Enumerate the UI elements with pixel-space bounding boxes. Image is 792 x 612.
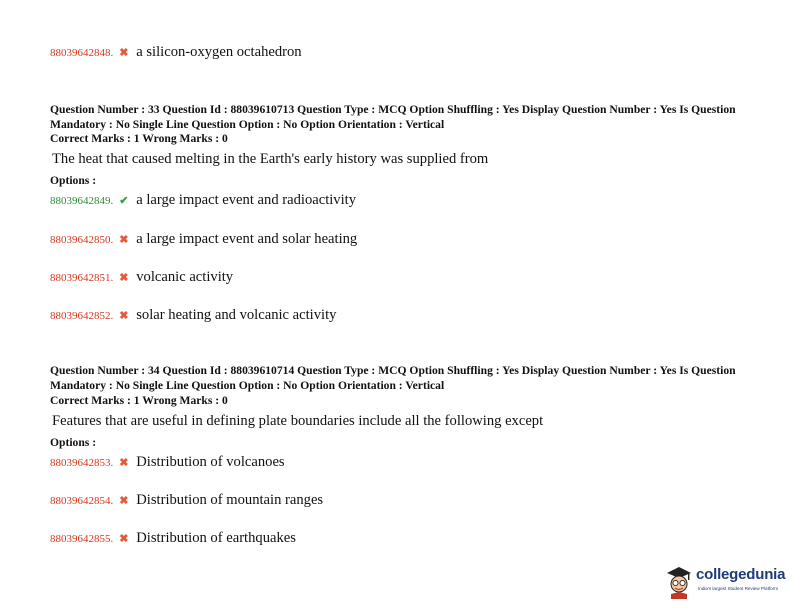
option-text: volcanic activity (136, 269, 234, 285)
option-text: a large impact event and solar heating (136, 231, 358, 247)
option-row (50, 269, 233, 286)
option-text: a large impact event and radioactivity (136, 192, 357, 208)
cross-icon: ✖ (119, 533, 129, 545)
cross-icon: ✖ (119, 47, 129, 59)
graduate-mascot-icon (664, 564, 694, 600)
question-marks: Correct Marks : 1 Wrong Marks : 0 (50, 394, 228, 407)
option-id: 88039642853. (50, 457, 114, 469)
check-icon: ✔ (119, 195, 129, 207)
option-id: 88039642852. (50, 310, 114, 322)
option-id: 88039642854. (50, 495, 114, 507)
option-row (50, 530, 296, 547)
option-id: 88039642850. (50, 234, 114, 246)
option-row (50, 44, 302, 61)
cross-icon: ✖ (119, 495, 129, 507)
option-row (50, 307, 336, 324)
cross-icon: ✖ (119, 457, 129, 469)
option-row (50, 492, 323, 509)
logo-tagline: India's largest Student Review Platform (698, 586, 779, 591)
options-label: Options : (50, 436, 97, 449)
option-id: 88039642848. (50, 47, 114, 59)
option-id: 88039642855. (50, 533, 114, 545)
question-meta: Question Number : 33 Question Id : 88039610713 Question Type : MCQ Option Shuffling : Yes Display Question Number : Yes Is Question Mandatory : No Single Line Question Option : No Option Orientation : Vertical (50, 103, 736, 131)
option-text: Distribution of earthquakes (136, 530, 296, 546)
logo-wordmark: collegedunia (696, 566, 786, 583)
option-row (50, 231, 357, 248)
cross-icon: ✖ (119, 234, 129, 246)
option-row (50, 454, 285, 471)
option-text: Distribution of mountain ranges (136, 492, 324, 508)
option-row (50, 192, 356, 209)
option-text: a silicon-oxygen octahedron (136, 44, 302, 60)
options-label: Options : (50, 174, 97, 187)
question-marks: Correct Marks : 1 Wrong Marks : 0 (50, 132, 228, 145)
question-text: The heat that caused melting in the Earth's early history was supplied from (52, 151, 489, 167)
question-meta: Question Number : 34 Question Id : 88039610714 Question Type : MCQ Option Shuffling : Yes Display Question Number : Yes Is Question Mandatory : No Single Line Question Option : No Option Orientation : Vertical (50, 364, 736, 392)
question-text: Features that are useful in defining plate boundaries include all the following except (52, 413, 544, 429)
option-text: Distribution of volcanoes (136, 454, 285, 470)
cross-icon: ✖ (119, 272, 129, 284)
option-text: solar heating and volcanic activity (136, 307, 337, 323)
option-id: 88039642851. (50, 272, 114, 284)
cross-icon: ✖ (119, 310, 129, 322)
collegedunia-logo (664, 564, 784, 602)
option-id: 88039642849. (50, 195, 114, 207)
